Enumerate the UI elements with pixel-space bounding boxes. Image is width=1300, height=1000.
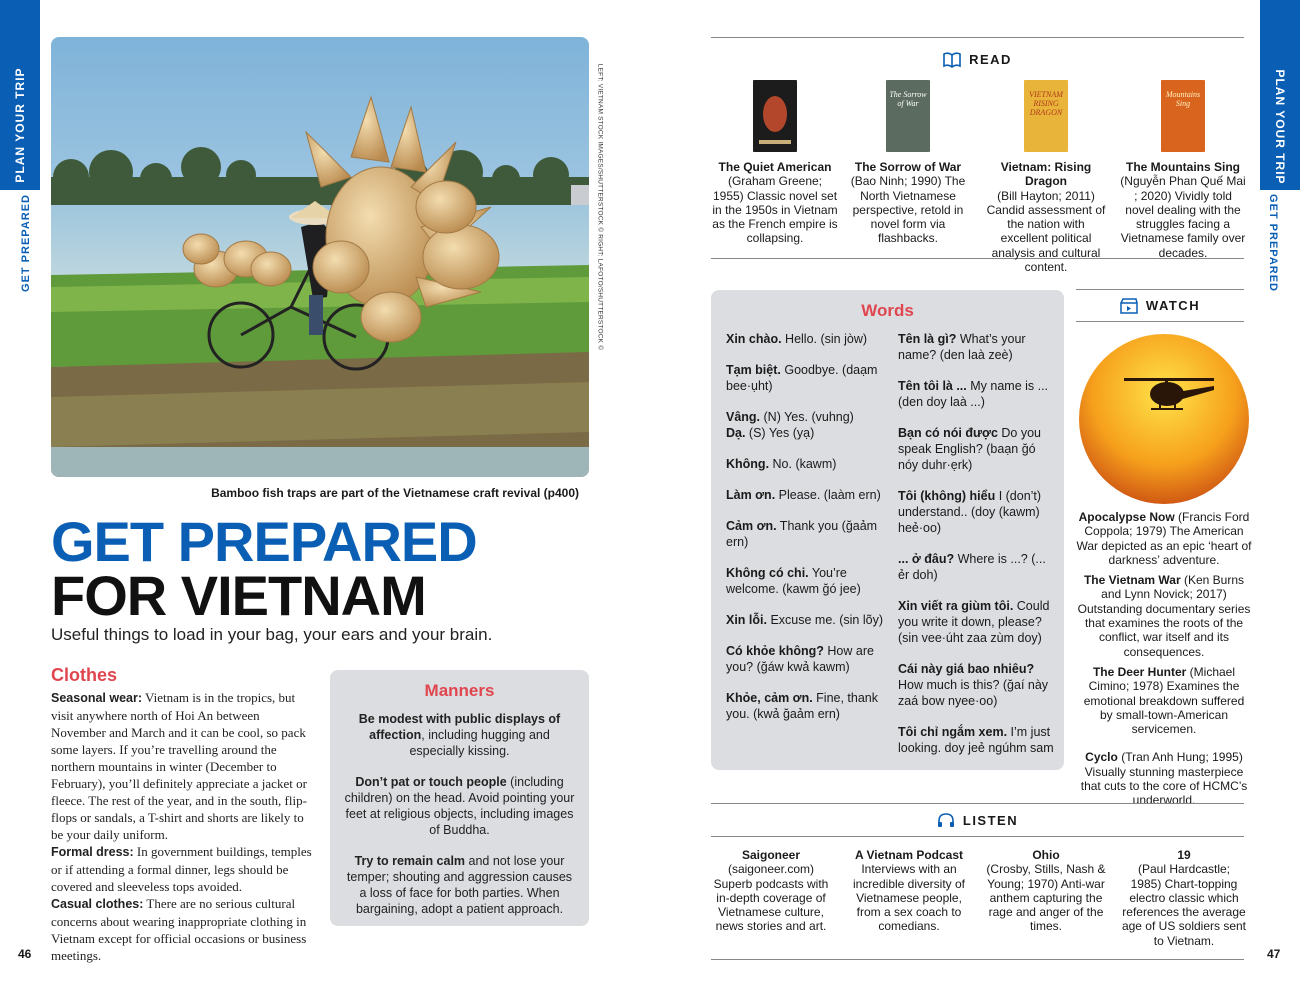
phrase: Tên là gì? What’s your name? (den laà zeè) <box>898 332 1026 362</box>
book-item <box>983 80 1109 274</box>
phrase: Cảm ơn. Thank you (ğaảm ern) <box>726 519 878 549</box>
manners-item: Be modest with public displays of affection, including hugging and especially kissing. <box>358 712 561 758</box>
book-description: (Nguyễn Phan Quế Mai ; 2020) Vividly told novel dealing with the struggles facing a Vietnamese family over decades. <box>1120 174 1246 260</box>
phrase: Tôi chỉ ngắm xem. I’m just looking. doy jeẻ ngúhm sam <box>898 725 1054 755</box>
side-tab-right <box>1260 0 1300 300</box>
book-icon <box>943 52 961 68</box>
words-column-left <box>726 331 886 737</box>
phrase: Làm ơn. Please. (laàm ern) <box>726 488 881 502</box>
page-number-right: 47 <box>1267 947 1281 961</box>
photo-credit: LEFT: VIETNAM STOCK IMAGES/SHUTTERSTOCK © RIGHT: LAFOTO/SHUTTERSTOCK © <box>596 63 604 351</box>
book-item <box>712 80 838 246</box>
page-title-line2: FOR VIETNAM <box>51 564 426 627</box>
manners-heading: Manners <box>424 681 495 700</box>
words-column-right <box>898 331 1058 771</box>
film-item: Cyclo (Tran Anh Hung; 1995) Visually stunning masterpiece that cuts to the core of HCMC’s underworld. <box>1080 750 1248 808</box>
phrase: Khỏe, cảm ơn. Fine, thank you. (kwả ğaảm ern) <box>726 691 879 721</box>
phrase: Không có chi. You’re welcome. (kawm ğó jee) <box>726 566 861 596</box>
film-item: Apocalypse Now (Francis Ford Coppola; 1979) The American War depicted as an epic ‘heart of darkness’ adventure. <box>1076 510 1252 567</box>
book-title: The Sorrow of War <box>854 160 962 174</box>
listen-title: Saigoneer <box>741 848 801 862</box>
phrase: Có khỏe không? How are you? (ğáw kwả kawm) <box>726 644 874 674</box>
film-item: The Vietnam War (Ken Burns and Lynn Novick; 2017) Outstanding documentary series that examines the roots of the conflict, war itself and its consequences. <box>1077 573 1251 659</box>
phrase: Không. No. (kawm) <box>726 457 837 471</box>
listen-header: LISTEN <box>711 803 1244 836</box>
film-item: The Deer Hunter (Michael Cimino; 1978) Examines the emotional breakdown suffered by small-town-American servicemen. <box>1083 664 1245 737</box>
phrase: Tạm biệt. Goodbye. (daạm bee·ụht) <box>726 363 878 393</box>
listen-description: (Paul Hardcastle; 1985) Chart-topping electro classic which references the average age of US soldiers sent to Vietnam. <box>1121 862 1247 948</box>
listen-title: A Vietnam Podcast <box>854 848 964 862</box>
listen-title: 19 <box>1177 848 1191 862</box>
phrase: Bạn có nói được Do you speak English? (baạn ğó nóy duhr·ẹrk) <box>898 426 1041 472</box>
words-box <box>711 290 1064 770</box>
phrase: Xin lỗi. Excuse me. (sin lõy) <box>726 613 883 627</box>
clapperboard-icon <box>1120 298 1138 314</box>
book-cover: Mountains Sing <box>1161 80 1205 152</box>
phrase: Tôi (không) hiểu I (don’t) understand.. (doy (kawm) heẻ·oo) <box>898 489 1042 535</box>
clothes-item: Formal dress: In government buildings, temples or if attending a formal dinner, legs should be covered and sleeveless tops avoided. <box>51 844 312 894</box>
clothes-item: Casual clothes: There are no serious cultural concerns about wearing inappropriate clothing in Vietnam except for official occasions or business meetings. <box>51 896 307 963</box>
phrase: Xin chào. Hello. (sin jòw) <box>726 332 868 346</box>
page-number-left: 46 <box>18 947 32 961</box>
manners-item: Try to remain calm and not lose your temper; shouting and aggression causes a loss of face for both parties. When bargaining, adopt a patient approach. <box>346 854 573 916</box>
clothes-section <box>51 665 313 964</box>
side-tab-left <box>0 0 40 300</box>
listen-item <box>846 848 972 934</box>
listen-description: (Crosby, Stills, Nash & Young; 1970) Anti-war anthem capturing the rage and anger of the times. <box>986 862 1106 934</box>
phrase: Tên tôi là ... My name is ... (den doy laà ...) <box>898 379 1049 409</box>
bamboo-fish-traps-photo <box>51 37 589 477</box>
headphones-icon <box>937 812 955 828</box>
book-title: The Mountains Sing <box>1126 160 1240 174</box>
side-tab-section: PLAN YOUR TRIP <box>13 67 27 183</box>
phrase: Xin viết ra giùm tôi. Could you write it down, please? (sin vee·úht zaa zùm doy) <box>898 599 1050 645</box>
photo-caption: Bamboo fish traps are part of the Vietnamese craft revival (p400) <box>211 486 579 500</box>
listen-title: Ohio <box>1032 848 1060 862</box>
page-subtitle: Useful things to load in your bag, your ears and your brain. <box>51 625 493 644</box>
helicopter-sunset-image <box>1079 334 1249 504</box>
watch-header: WATCH <box>1076 289 1244 321</box>
book-cover: VIETNAM RISING DRAGON <box>1024 80 1068 152</box>
listen-description: (saigoneer.com) Superb podcasts with in-depth coverage of Vietnamese culture, news stories and art. <box>713 862 829 934</box>
phrase: Cái này giá bao nhiêu? How much is this? (ğaí này zaá bow nyee·oo) <box>898 662 1049 708</box>
book-description: (Bill Hayton; 2011) Candid assessment of the nation with excellent political analysis and cultural content. <box>986 188 1106 275</box>
read-header: READ <box>711 37 1244 81</box>
book-description: (Graham Greene; 1955) Classic novel set in the 1950s in Vietnam as the French empire is collapsing. <box>712 174 838 246</box>
side-tab-subsection: GET PREPARED <box>1267 194 1279 292</box>
watch-list <box>1076 510 1252 814</box>
book-title: The Quiet American <box>718 160 832 174</box>
listen-item <box>983 848 1109 934</box>
listen-item <box>708 848 834 934</box>
divider <box>1076 321 1244 322</box>
book-cover <box>753 80 797 152</box>
phrase: ... ở đâu? Where is ...? (... ẻr doh) <box>898 552 1046 582</box>
book-title: Vietnam: Rising Dragon <box>1000 160 1092 189</box>
book-item <box>845 80 971 246</box>
page-title-line1: GET PREPARED <box>51 510 477 573</box>
words-heading: Words <box>861 301 914 320</box>
manners-item: Don’t pat or touch people (including children) on the head. Avoid pointing your feet at religious objects, including images of Buddha. <box>344 775 575 837</box>
side-tab-section: PLAN YOUR TRIP <box>1273 69 1287 185</box>
divider <box>711 836 1244 837</box>
side-tab-subsection: GET PREPARED <box>20 194 32 292</box>
book-item <box>1120 80 1246 260</box>
book-cover: The Sorrow of War <box>886 80 930 152</box>
clothes-item: Seasonal wear: Vietnam is in the tropics, but visit anywhere north of Hoi An between November and March and it can be cool, so pack some layers. If you’re travelling around the northern mountains in winter (December to February), you’ll definitely appreciate a jacket or fleece. The rest of the year, and in the south, flip-flops or sandals, a T-shirt and shorts are likely to be your daily uniform. <box>51 690 307 842</box>
clothes-heading: Clothes <box>51 665 118 685</box>
divider <box>711 959 1244 960</box>
listen-item <box>1121 848 1247 948</box>
phrase: Vâng. (N) Yes. (vuhng) Dạ. (S) Yes (yạ) <box>726 410 854 440</box>
manners-box <box>330 670 589 926</box>
listen-description: Interviews with an incredible diversity of Vietnamese people, from a sex coach to comedians. <box>852 862 966 934</box>
book-description: (Bao Ninh; 1990) The North Vietnamese perspective, retold in novel form via flashbacks. <box>850 174 966 246</box>
